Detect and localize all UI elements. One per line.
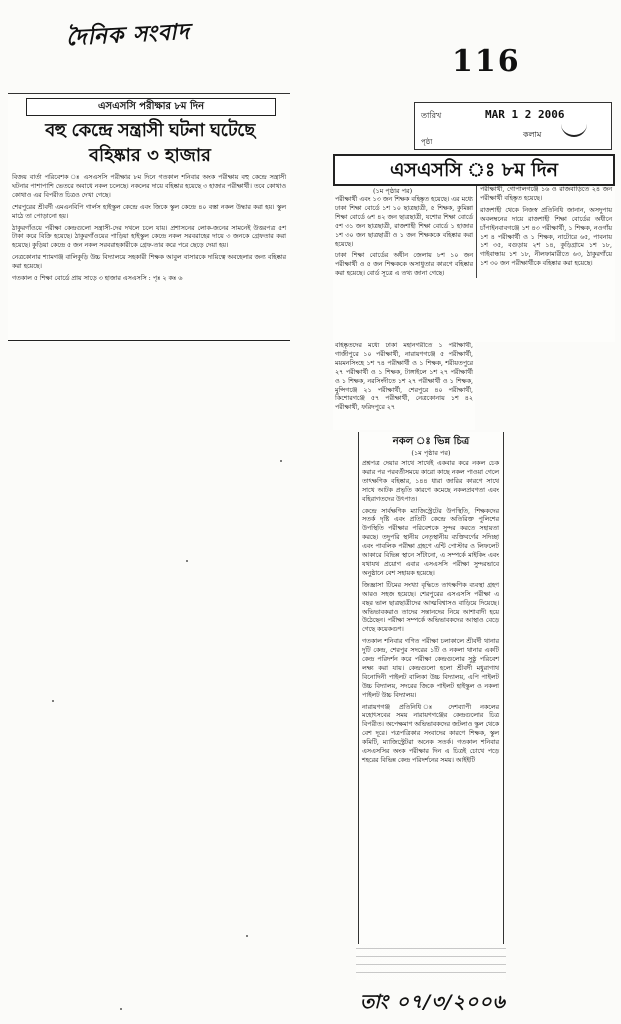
date-stamp [414,102,612,150]
stamp-handwritten-mark [561,123,587,137]
left-article-kicker: এসএসসি পরীক্ষার ৮ম দিন [26,98,276,116]
right-article-headline: এসএসসি ঃ ৮ম দিন [333,154,615,186]
right-article-column-1 [335,196,473,282]
right-article-col2-paragraph: রাজশাহী থেকে নিজস্ব প্রতিনিধি জানান, অসদুপায় অবলম্বনের দায়ে রাজশাহী শিক্ষা বোর্ডের অধীনে চাঁপাইনবাবগঞ্জে ১শ ৪৩ পরীক্ষার্থী, ১ শিক্ষক, নওগাঁয় ১শ ৪ পরীক্ষার্থী ও ১ শিক্ষক, নাটোরে ৬৫, পাবনায় ১শ ৩৫, বগুড়ায় ২শ ১৪, কুড়িগ্রামে ১শ ১৮, গাইবান্ধায় ১শ ১৮, নীলফামারীতে ৬৩, ঠাকুরগাঁয়ে ১শ ৩০ জন পরীক্ষার্থীকে বহিষ্কার করা হয়েছে। [480,206,612,268]
stamp-date-label: তারিখ [421,111,442,120]
stamp-page-label: পৃষ্ঠা [421,138,433,146]
left-article-headline-1: বহু কেন্দ্রে সন্ত্রাসী ঘটনা ঘটেছে [45,120,255,141]
handwritten-page-number: 116 [452,44,521,79]
left-article-paragraph: নেত্রকোনার শ্যামগঞ্জ বালিকুড়ি উচ্চ বিদ্যালয়ে সহকারী শিক্ষক আবুল বাসারকে দায়িত্বে অবহেলার জন্য বহিষ্কার করা হয়েছে। [12,254,286,271]
sub-article-headline: নকল ঃ ভিন্ন চিত্র [392,436,470,447]
left-article-bottom-rule [8,340,290,341]
handwritten-newspaper-name: দৈনিক সংবাদ [65,18,191,52]
left-article-paragraph: বিজয় বার্তা পরিবেশক ঃ এসএসসি পরীক্ষার ৮ম দিনে গতকাল শনিবার অংক পরীক্ষায় বহু কেন্দ্রে সন্ত্রাসী ঘটনার পাশাপাশি ভেতরে অবাধে নকল চলেছে। নকলের দায়ে বহিষ্কার হয়েছে ৩ হাজার পরীক্ষার্থী। তবে কোথাও কোথাও এর বিপরীত চিত্রও দেখা গেছে। [12,174,286,199]
scan-speck [120,1008,122,1010]
left-article-body [12,174,286,287]
sub-article-paragraph: প্রশ্নপত্র দেয়ার সাথে সাথেই একবার করে নকল চেক করার পর পরবর্তীসময়ে কারো কাছে নকল পাওয়া গেলে তাৎক্ষণিক বহিষ্কার, ১৪৪ ধারা জারির কারণে সাথে সাথে আটক প্রভৃতি কারণে কমেছে নকলপ্রবণতা এবং বহিরাগতদের উৎপাত। [362,460,499,503]
sub-article-paragraph: জিজ্ঞাসা টিমের সংখ্যা বৃদ্ধিতে তাৎক্ষণিক ব্যবস্থা গ্রহণ আরও সহজ হয়েছে। শেরপুরের এসএসসি পরীক্ষা এ বছর ভাল ছাত্রছাত্রীদের আত্মবিশ্বাসও বাড়িয়ে দিয়েছে। অভিভাবকরাও তাদের সন্তানদের নিয়ে আশাবাদী হয়ে উঠেছেন। পরীক্ষা সম্পর্কে অভিভাবকদের আস্থাও বেড়ে গেছে কয়েকগুণ। [362,581,499,634]
scan-speck [52,700,54,702]
right-article-col1-paragraph: পরীক্ষার্থী এবং ১৩ জন শিক্ষক বহিষ্কৃত হয়েছে। এর মধ্যে ঢাকা শিক্ষা বোর্ডে ১শ ১০ ছাত্রছাত্রী, ৫ শিক্ষক, কুমিল্লা শিক্ষা বোর্ডে ৬শ ৪২ জন ছাত্রছাত্রী, যশোর শিক্ষা বোর্ডে ৫শ ৩১ জন ছাত্রছাত্রী, রাজশাহী শিক্ষা বোর্ডে ১ হাজার ১শ ৩০ জন ছাত্রছাত্রী ও ১ জন শিক্ষককে বহিষ্কার করা হয়েছে। [335,196,473,248]
right-article-col1-paragraph: ঢাকা শিক্ষা বোর্ডের অধীন জেলায় ৮শ ১০ জন পরীক্ষার্থী ও ৫ জন শিক্ষককে অসাধুতার কারণে বহিষ্কার করা হয়েছে। বোর্ড সূত্রে এ তথ্য জানা গেছে। [335,252,473,278]
scan-speck [186,560,188,562]
sub-article-clipping [358,432,504,944]
right-article-col2-paragraph: পরীক্ষার্থী, গোপালগঞ্জে ১৬ ও রাজবাড়িতে ২৪ জন পরীক্ষার্থী বহিষ্কৃত হয়েছে। [480,186,612,202]
right-article-col1-paragraph: বহিষ্কৃতদের মধ্যে ঢাকা মহানগরীতে ১ পরীক্ষার্থী, গাজীপুরে ১০ পরীক্ষার্থী, নারায়ণগঞ্জে ৫ পরীক্ষার্থী, ময়মনসিংহে ১শ ৭৪ পরীক্ষার্থী ও ১ শিক্ষক, শরীয়তপুরে ২৭ পরীক্ষার্থী ও ১ শিক্ষক, টাঙ্গাইলে ১শ ২৭ পরীক্ষার্থী ও ১ শিক্ষক, নরসিংদীতে ১শ ২৭ পরীক্ষার্থী ও ১ শিক্ষক, মুন্সিগঞ্জে ২১ পরীক্ষার্থী, শেরপুরে ৪০ পরীক্ষার্থী, কিশোরগঞ্জে ৫৭ পরীক্ষার্থী, নেত্রকোনায় ১শ ৪২ পরীক্ষার্থী, ফরিদপুরে ২৭ [335,342,473,412]
clipping-torn-edge [356,944,506,980]
sub-article-paragraph: গতকাল শনিবার গণিত পরীক্ষা চলাকালে শ্রীবর্দী থানার দুটি কেন্দ্র, শেরপুর সদরের ১টি ও নকলা থানার একটি কেন্দ্র পরিদর্শন করে পরীক্ষা কেন্দ্রগুলোর সুষ্ঠু পরিবেশ লক্ষ্য করা যায়। কেন্দ্রগুলো হলো শ্রীবর্দী মধুরাগাথ বিনোদিনী পাইলট বালিকা উচ্চ বিদ্যালয়, এপি পাইলট উচ্চ বিদ্যালয়, সদরের জিকে পাইলট হাইস্কুল ও নকলা পাইলট উচ্চ বিদ্যালয়। [362,638,499,699]
scan-speck [280,460,282,462]
right-article-top-section [333,186,615,342]
right-article-continued-note: (১ম পৃষ্ঠার পর) [373,187,413,195]
stamp-column-label: কলাম [523,130,542,139]
sub-article-paragraph: নারায়ণগঞ্জ প্রতিনিধি ঃ দেশব্যাপী নকলের মহোৎসবের সময় নারায়ণগঞ্জের কেন্দ্রগুলোর চিত্র বিপরীত। অপেক্ষমাণ অভিভাবকদের জটলাও স্কুল থেকে বেশ দূরে। পত্রপত্রিকার সংবাদের কারণে শিক্ষক, স্কুল কমিটি, ম্যাজিস্ট্রেটরা অনেক সতর্ক। গতকাল শনিবার এসএসসির অংক পরীক্ষার দিন এ চিত্রই চোখে পড়ে শহরের বিভিন্ন কেন্দ্র পরিদর্শনের সময়। আইইটি [362,703,500,764]
sub-article-continued-note: (১ম পৃষ্ঠার পর) [411,449,451,457]
stamp-date-value: MAR 1 2 2006 [485,108,565,121]
right-article-continued-column [333,342,475,430]
sub-article-paragraph: কেন্দ্রে সার্বক্ষণিক ম্যাজিস্ট্রেটের উপস্থিতি, শিক্ষকদের সতর্ক দৃষ্টি এবং প্রতিটি কেন্দ্রে অতিরিক্ত পুলিশের উপস্থিতি পরীক্ষার পরিবেশকে সুন্দর করতে সহায়তা করছে। তদুপরি স্থানীয় নেতৃস্থানীয় ব্যক্তিবর্গের সদিচ্ছা এবং পাবলিক পরীক্ষা গ্রহণে এন্টি পোস্টার ও লিফলেট আকারে বিভিন্ন স্থানে সাঁটানো, এ সম্পর্কে মাইকিং এবং যথাযথ প্রয়োগ এবার এসএসসি পরীক্ষা সুন্দরভাবে অনুষ্ঠানে বেশ সহায়ক হয়েছে। [362,507,499,577]
right-article-column-divider [476,186,477,278]
handwritten-date-note: তাং ০৭/৩/২০০৬ [360,991,506,1013]
left-article-paragraph: গতকাল ৫ শিক্ষা বোর্ডে প্রায় সাড়ে ৩ হাজার এসএসসি : পৃঃ ২ কঃ ৬ [12,275,183,283]
left-article-clipping [8,93,290,342]
sub-article-body [362,460,499,769]
scan-speck [246,935,248,937]
left-article-headline-2: বহিষ্কার ৩ হাজার [89,145,211,166]
left-article-paragraph: ঠাকুরগাঁওয়ে পরীক্ষা কেন্দ্রগুলো সন্ত্রাসী-দের দখলে চলে যায়। প্রশাসনের লোক-জনের সামনেই উত্তরপত্র ৫শ টাকা করে বিক্রি হয়েছে। ঠাকুরগাঁওয়ের পাড়িয়া হাইস্কুল কেন্দ্রে নকল সরবরাহের দায়ে ৩ জনকে গ্রেফতার করা হয়েছে। কুড়িয়া কেন্দ্রে ৫ জন নকল সরবরাহকারীকে গ্রেফ-তার করে পরে ছেড়ে দেয়া হয়। [12,224,286,250]
right-article-column-2 [480,186,612,272]
left-article-paragraph: শেরপুরের শ্রীবর্দী এমএনবিপি গার্লস হাইস্কুল কেন্দ্রে এবং জিকে স্কুল কেন্দ্রে ৪০ বস্তা নকল উদ্ধার করা হয়। স্কুল মাঠে তা পোড়ানো হয়। [12,203,286,220]
